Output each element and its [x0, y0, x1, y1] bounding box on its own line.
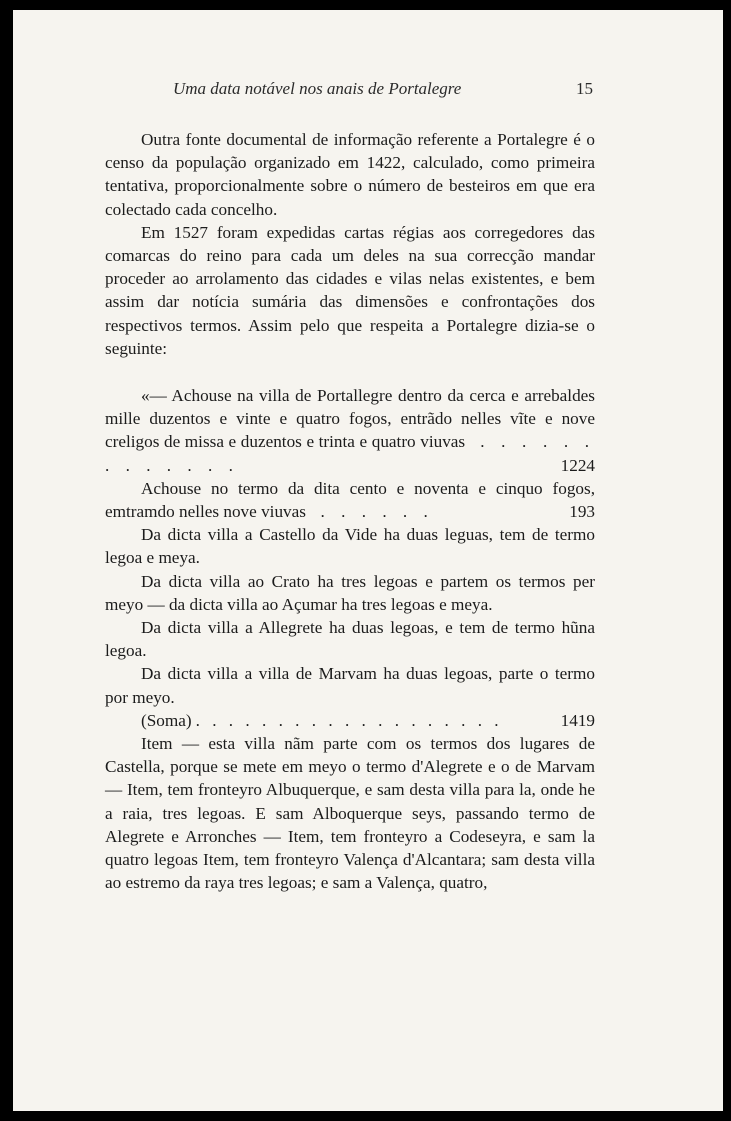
page-number: 15 — [576, 79, 593, 98]
running-head — [173, 79, 593, 99]
soma-label: (Soma) — [141, 710, 192, 730]
quote-p2-value: 193 — [569, 502, 595, 522]
quote-p1-text: «— Achouse na villa de Portallegre dentro da cerca e arrebaldes mille duzentos e vinte e quatro fogos, entrãdo nelles vĩte e nove creligos de missa e duzentos e trinta e quatro viuvas — [105, 386, 595, 452]
running-head-title: Uma data notável nos anais de Portalegre — [173, 79, 462, 98]
quote-paragraph-3: Da dicta villa a Castello da Vide ha duas leguas, tem de termo legoa e meya. — [105, 525, 595, 568]
soma-leader: . . . . . . . . . . . . . . . . . . . — [195, 710, 503, 730]
body-text — [105, 128, 595, 895]
quote-p2-leader: . . . . . . — [310, 502, 434, 522]
book-page — [13, 10, 723, 1111]
quote-paragraph-1 — [105, 384, 595, 477]
quote-paragraph-7: Item — esta villa nãm parte com os termos dos lugares de Castella, porque se mete em meyo o termo d'Alegrete e o de Marvam — Item, tem fronteyro Albuquerque, e sam desta villa para la, onde he a raia, tres legoas. E sam Alboquerque seys, passando termo de Alegrete e Arronches — Item, tem fronteyro a Codeseyra, e sam la quatro legoas Item, tem fronteyro Valença d'Alcantara; sam desta villa ao estremo da raya tres legoas; e sam a Valença, quatro, — [105, 734, 595, 893]
quote-paragraph-2 — [105, 477, 595, 523]
quote-paragraph-6: Da dicta villa a villa de Marvam ha duas legoas, parte o termo por meyo. — [105, 664, 595, 707]
quote-p2-text: Achouse no termo da dita cento e noventa e cinquo fogos, emtramdo nelles nove viuvas — [105, 478, 595, 522]
soma-row — [105, 709, 595, 732]
quote-paragraph-4: Da dicta villa ao Crato ha tres legoas e partem os termos per meyo — da dicta villa ao Açumar ha tres legoas e meya. — [105, 571, 595, 614]
quote-p1-value: 1224 — [560, 455, 595, 475]
soma-value: 1419 — [560, 710, 595, 730]
quote-paragraph-5: Da dicta villa a Allegrete ha duas legoas, e tem de termo hũna legoa. — [105, 618, 595, 661]
paragraph-intro-2: Em 1527 foram expedidas cartas régias aos corregedores das comarcas do reino para cada um deles na sua correcção mandar proceder ao arrolamento das cidades e vilas nelas existentes, e bem assim dar notícia sumária das dimensões e confrontações dos respectivos termos. Assim pelo que respeita a Portalegre dizia-se o seguinte: — [105, 222, 595, 358]
quote-p1-leader: . . . . . . . . . . . . . — [105, 432, 596, 475]
paragraph-intro-1: Outra fonte documental de informação referente a Portalegre é o censo da população organizado em 1422, calculado, como primeira tentativa, proporcionalmente sobre o número de besteiros em que era colectado cada concelho. — [105, 130, 595, 219]
